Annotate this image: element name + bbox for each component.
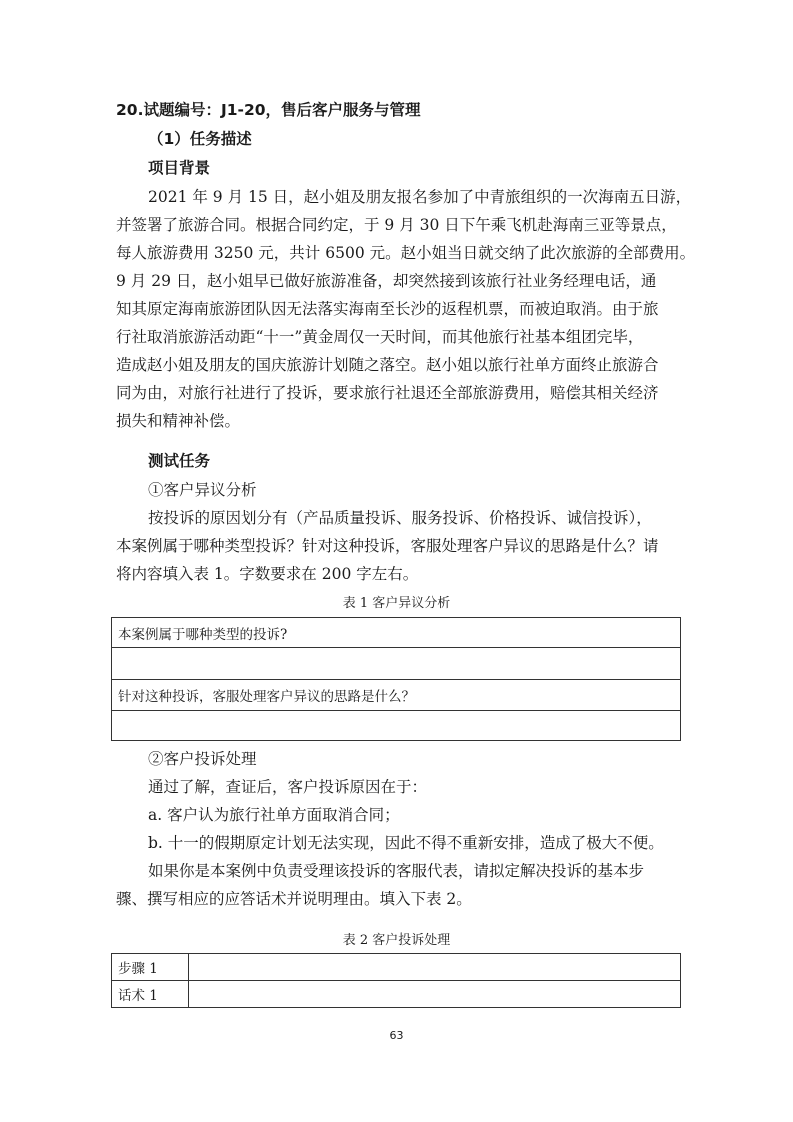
section-task-description: （1）任务描述 (148, 130, 252, 148)
background-line: 2021 年 9 月 15 日，赵小姐及朋友报名参加了中青旅组织的一次海南五日游， (148, 188, 692, 206)
task2-line: 通过了解，查证后，客户投诉原因在于： (148, 778, 428, 796)
task1-line: 本案例属于哪种类型投诉？针对这种投诉，客服处理客户异议的思路是什么？请 (116, 537, 659, 555)
background-line: 造成赵小姐及朋友的国庆旅游计划随之落空。赵小姐以旅行社单方面终止旅游合 (116, 356, 659, 374)
background-line: 行社取消旅游活动距“十一”黄金周仅一天时间，而其他旅行社基本组团完毕， (116, 328, 644, 346)
background-title: 项目背景 (148, 159, 211, 177)
table2-label-cell: 步骤 1 (112, 954, 189, 981)
task1-title: ①客户异议分析 (148, 481, 257, 499)
background-line: 同为由，对旅行社进行了投诉，要求旅行社退还全部旅游费用，赔偿其相关经济 (116, 384, 659, 402)
table2-complaint-handling (111, 953, 681, 1008)
background-line: 每人旅游费用 3250 元，共计 6500 元。赵小姐当日就交纳了此次旅游的全部费用。 (116, 244, 696, 262)
background-line: 知其原定海南旅游团队因无法落实海南至长沙的返程机票，而被迫取消。由于旅 (116, 300, 659, 318)
table2-caption: 表 2 客户投诉处理 (342, 933, 451, 948)
task2-title: ②客户投诉处理 (148, 750, 257, 768)
task1-line: 将内容填入表 1。字数要求在 200 字左右。 (116, 565, 419, 583)
table1-objection-analysis (111, 617, 681, 741)
table2-answer-cell[interactable] (189, 954, 681, 981)
test-task-title: 测试任务 (148, 452, 211, 470)
table2-answer-cell[interactable] (189, 981, 681, 1008)
task1-line: 按投诉的原因划分有（产品质量投诉、服务投诉、价格投诉、诚信投诉）， (148, 509, 652, 527)
task2-line: b. 十一的假期原定计划无法实现，因此不得不重新安排，造成了极大不便。 (148, 834, 664, 852)
table1-answer-cell[interactable] (112, 711, 681, 741)
table1-caption: 表 1 客户异议分析 (342, 596, 451, 611)
table1-cell: 本案例属于哪种类型的投诉? (112, 618, 681, 648)
background-line: 损失和精神补偿。 (116, 412, 241, 430)
table1-answer-cell[interactable] (112, 648, 681, 680)
table2-label-cell: 话术 1 (112, 981, 189, 1008)
task2-line: 骤、撰写相应的应答话术并说明理由。填入下表 2。 (116, 890, 472, 908)
background-line: 并签署了旅游合同。根据合同约定，于 9 月 30 日下午乘飞机赴海南三亚等景点， (116, 216, 677, 234)
question-heading: 20.试题编号：J1-20，售后客户服务与管理 (116, 101, 421, 119)
task2-line: 如果你是本案例中负责受理该投诉的客服代表，请拟定解决投诉的基本步 (148, 862, 645, 880)
table1-cell: 针对这种投诉，客服处理客户异议的思路是什么？ (112, 680, 681, 711)
page-number: 63 (389, 1029, 404, 1042)
background-line: 9 月 29 日，赵小姐早已做好旅游准备，却突然接到该旅行社业务经理电话，通 (116, 272, 657, 290)
task2-line: a. 客户认为旅行社单方面取消合同； (148, 806, 400, 824)
